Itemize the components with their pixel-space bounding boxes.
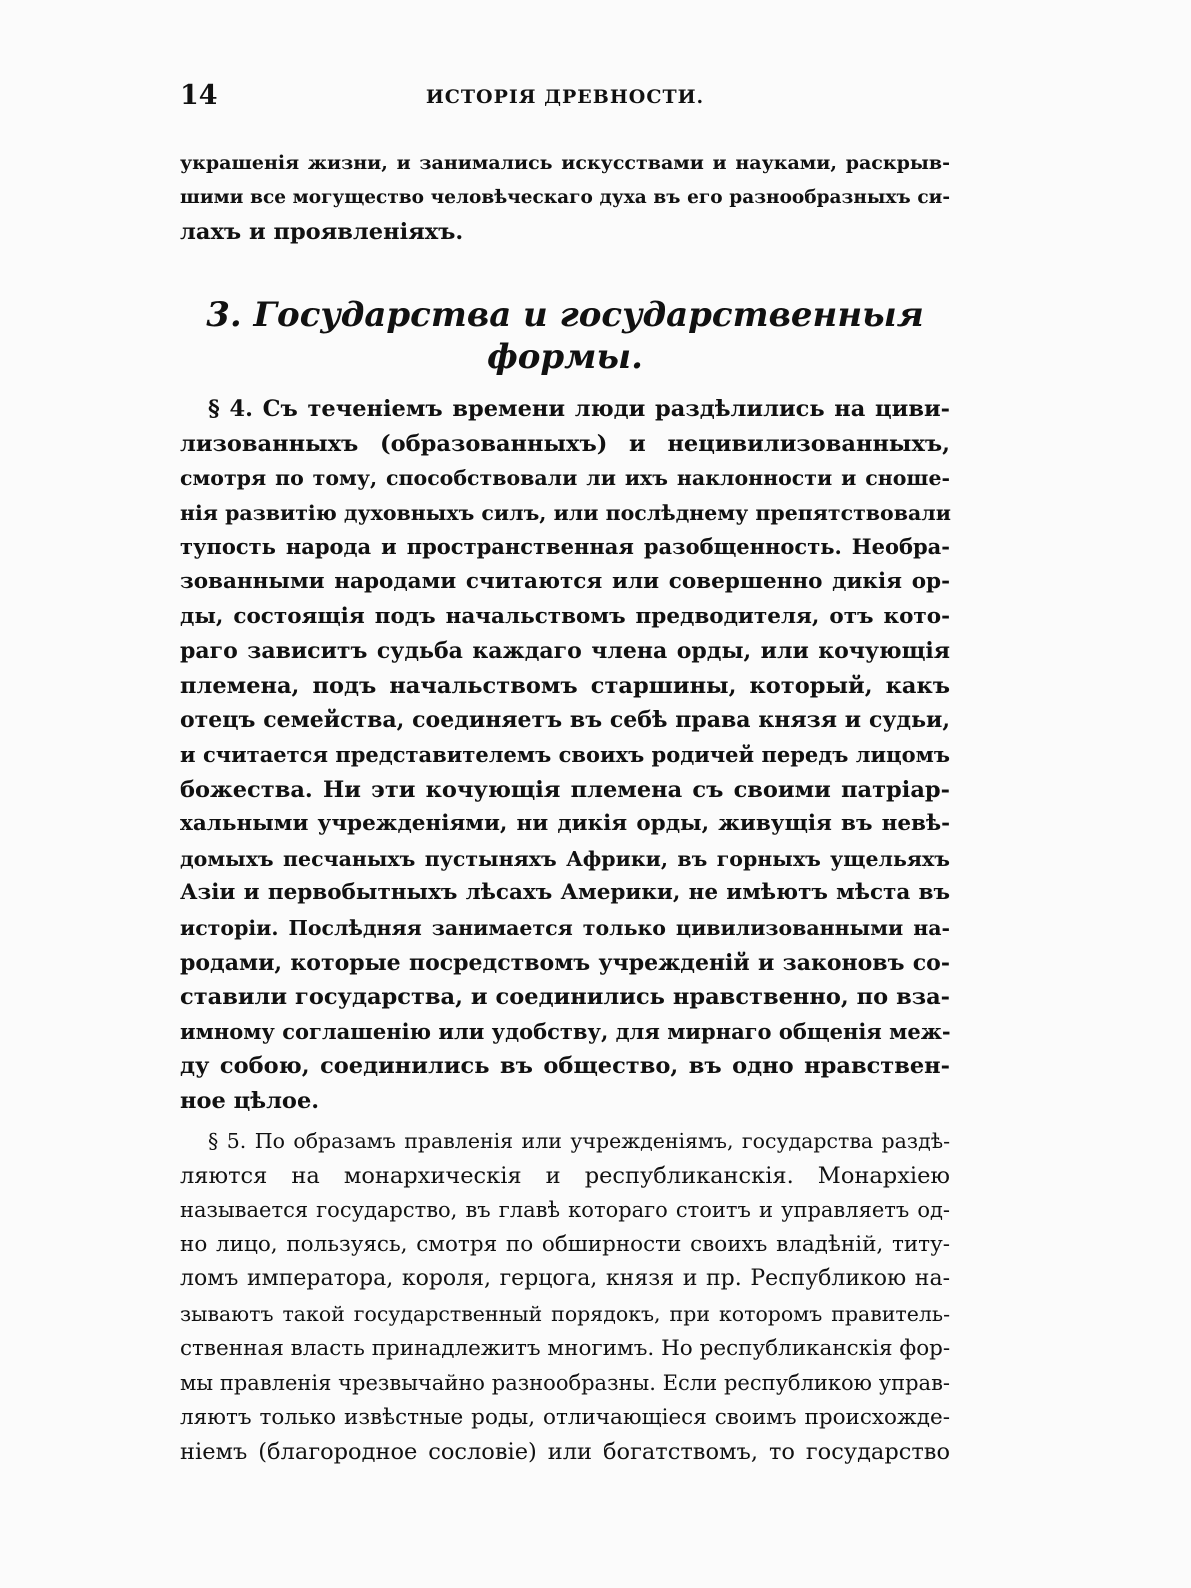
text-line: ды, состоящія подъ начальствомъ предводителя, отъ кото- [180,603,950,629]
text-line: ду собою, соединились въ общество, въ одно нравствен- [180,1053,950,1080]
paragraph-4 [180,392,950,1118]
text-line: имному соглашенію или удобству, для мирнаго общенія меж- [180,1018,951,1044]
text-line: ломъ императора, короля, герцога, князя и пр. Республикою на- [180,1266,950,1292]
intro-paragraph [180,146,950,250]
text-line: нія развитію духовныхъ силъ, или послѣднему препятствовали [180,500,951,525]
text-line: отецъ семейства, соединяетъ въ себѣ права князя и судьи, [180,707,950,734]
text-line: ніемъ (благородное сословіе) или богатствомъ, то государство [180,1439,950,1466]
text-line: ственная власть принадлежитъ многимъ. Но республиканскія фор- [180,1335,951,1361]
text-line: зываютъ такой государственный порядокъ, при которомъ правитель- [180,1301,950,1326]
text-line: но лицо, пользуясь, смотря по обширности своихъ владѣній, титу- [180,1231,950,1257]
text-line: племена, подъ начальствомъ старшины, который, какъ [180,672,950,699]
text-line: домыхъ песчаныхъ пустыняхъ Африки, въ горныхъ ущельяхъ [180,846,950,871]
section-heading [180,294,950,378]
section-heading-line: 3. Государства и государственныя [206,295,924,335]
text-line: божества. Ни эти кочующія племена съ своими патріар- [180,776,950,803]
page-number: 14 [180,80,218,111]
text-line: шими все могущество человѣческаго духа въ его разнообразныхъ си- [180,186,950,208]
text-line: родами, которые посредствомъ учрежденій и законовъ со- [180,949,950,976]
text-line: ляютъ только извѣстные роды, отличающіеся своимъ происхожде- [180,1404,950,1430]
paragraph-5 [180,1124,950,1470]
text-line: тупость народа и пространственная разобщенность. Необра- [180,534,950,560]
text-line: украшенія жизни, и занимались искусствами и науками, раскрыв- [180,152,950,174]
text-line: Азіи и первобытныхъ лѣсахъ Америки, не имѣютъ мѣста въ [180,880,950,906]
text-line: § 5. По образамъ правленія или учрежденіямъ, государства раздѣ- [208,1129,950,1153]
text-line: смотря по тому, способствовали ли ихъ наклонности и сноше- [180,466,950,491]
text-line: ставили государства, и соединились нравственно, по вза- [180,984,950,1011]
text-line: раго зависитъ судьба каждаго члена орды, или кочующія [180,638,950,665]
text-line: и считается представителемъ своихъ родичей передъ лицомъ [180,741,950,767]
text-line: § 4. Съ теченіемъ времени люди раздѣлились на циви- [208,396,950,422]
text-line: хальными учрежденіями, ни дикія орды, живущія въ невѣ- [180,811,950,837]
section-heading-line: формы. [487,337,643,377]
text-line: лахъ и проявленіяхъ. [180,219,464,246]
text-line: мы правленія чрезвычайно разнообразны. Если республикою управ- [180,1371,950,1396]
text-line: исторіи. Послѣдняя занимается только цивилизованными на- [180,915,950,940]
text-line: называется государство, въ главѣ котораго стоитъ и управляетъ од- [180,1198,950,1223]
page-header [180,80,950,116]
text-line: ляются на монархическія и республиканскія. Монархіею [180,1162,950,1189]
text-line: лизованныхъ (образованныхъ) и нецивилизованныхъ, [180,430,950,457]
text-line: ное цѣлое. [180,1087,320,1114]
running-head: ИСТОРІЯ ДРЕВНОСТИ. [425,86,705,108]
text-line: зованными народами считаются или совершенно дикія ор- [180,568,950,594]
